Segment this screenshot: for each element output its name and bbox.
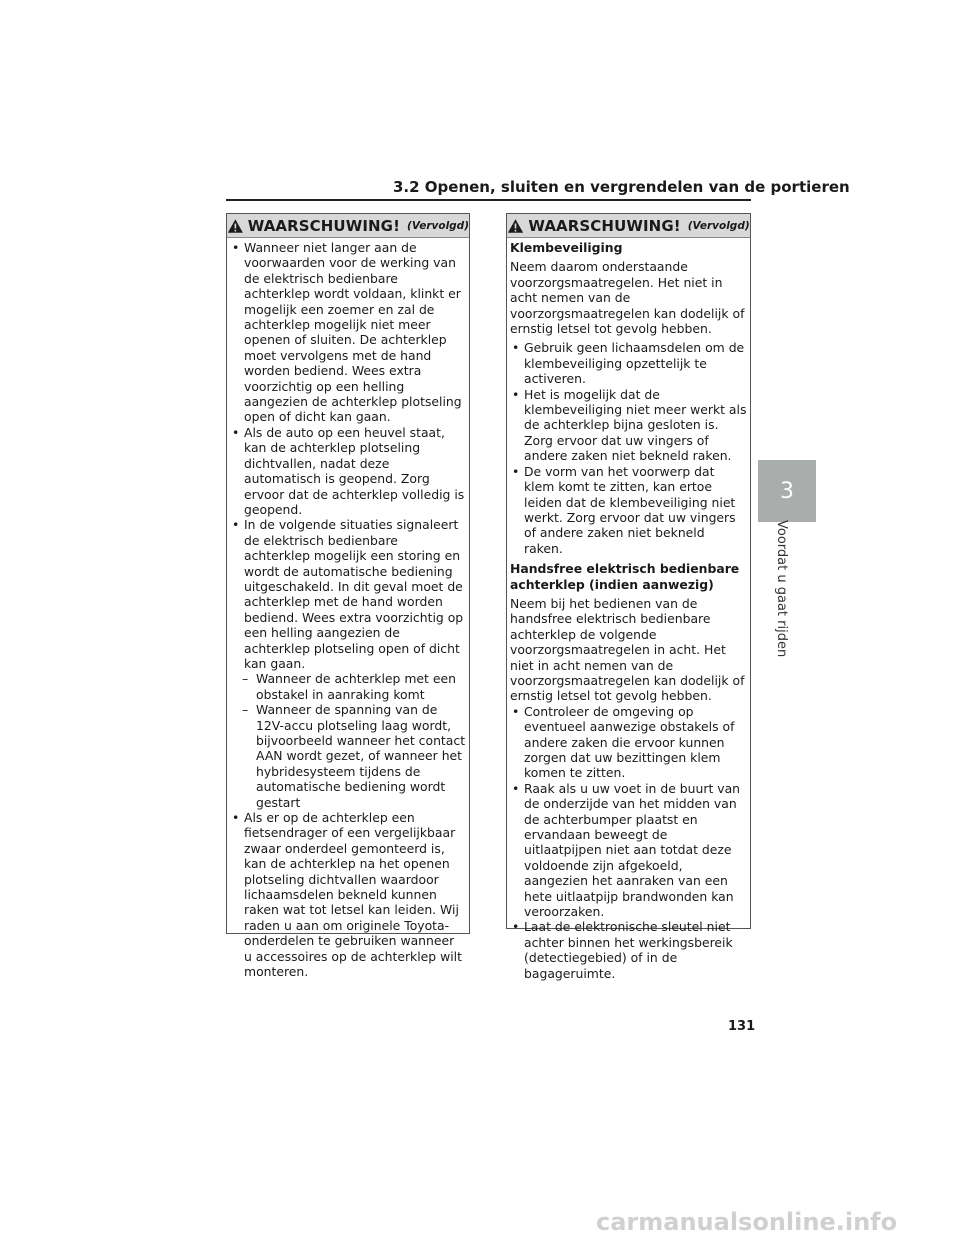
- warning-header: [507, 214, 750, 238]
- warning-title: WAARSCHUWING!: [528, 216, 681, 235]
- list-item: • Wanneer niet langer aan de voorwaarden voor de werking van de elektrisch bedienbare achterklep wordt voldaan, klinkt er mogelijk een zoemer en zal de achterklep mogelijk niet meer openen of sluiten. De achterklep moet vervolgens met de hand worden bediend. Wees extra voorzichtig op een helling aangezien de achterklep plotseling open of dicht kan gaan.: [232, 240, 462, 425]
- list-item: • Als de auto op een heuvel staat, kan de achterklep plotseling dichtvallen, nadat deze automatisch is geopend. Zorg ervoor dat de achterklep volledig is geopend.: [232, 424, 465, 517]
- warning-body: [507, 238, 750, 981]
- list-item: • Controleer de omgeving op eventueel aanwezige obstakels of andere zaken die ervoor kunnen zorgen dat uw bezittingen klem komen te zitten.: [512, 703, 735, 781]
- section-heading: Klembeveiliging: [510, 240, 623, 255]
- list-item: • Laat de elektronische sleutel niet achter binnen het werkingsbereik (detectiegebied) of in de bagageruimte.: [512, 919, 733, 981]
- warning-body: [227, 238, 469, 980]
- warning-header: [227, 214, 469, 238]
- warning-box-right: [506, 213, 751, 981]
- section-intro: Neem bij het bedienen van de handsfree elektrisch bedienbare achterklep de volgende voorzorgsmaatregelen in acht. Het niet in acht nemen van de voorzorgsmaatregelen kan dodelijk of ernstig letsel tot gevolg hebben.: [510, 595, 745, 704]
- list-item: • Raak als u uw voet in de buurt van de onderzijde van het midden van de achterbumper plaatst en ervandaan beweegt de uitlaatpijpen niet aan totdat deze voldoende zijn afgekoeld, aangezien het aanraken van een hete uitlaatpijp brandwonden kan veroorzaken.: [512, 780, 741, 920]
- list-item: • Als er op de achterklep een fietsendrager of een vergelijkbaar zwaar onderdeel gemonteerd is, kan de achterklep na het openen plotseling dichtvallen waardoor lichaamsdelen bekneld kunnen raken wat tot letsel kan leiden. Wij raden u aan om originele Toyota-onderdelen te gebruiken wanneer u accessoires op de achterklep wilt monteren.: [232, 810, 462, 980]
- chapter-tab: [758, 460, 816, 522]
- chapter-label: Voordat u gaat rijden: [774, 520, 789, 658]
- sub-list-item: – Wanneer de achterklep met een obstakel in aanraking komt: [242, 671, 456, 702]
- chapter-number: 3: [780, 478, 794, 504]
- watermark: carmanualsonline.info: [596, 1208, 898, 1236]
- list-item: • Het is mogelijk dat de klembeveiliging niet meer werkt als de achterklep bijna gesloten is. Zorg ervoor dat uw vingers of andere zaken niet bekneld raken.: [512, 386, 747, 464]
- page-number: 131: [728, 1019, 756, 1034]
- sub-list-item: – Wanneer de spanning van de 12V-accu plotseling laag wordt, bijvoorbeeld wanneer het contact AAN wordt gezet, of wanneer het hybridesysteem tijdens de automatische bediening wordt gestart: [242, 702, 466, 810]
- section-intro: Neem daarom onderstaande voorzorgsmaatregelen. Het niet in acht nemen van de voorzorgsmaatregelen kan dodelijk of ernstig letsel tot gevolg hebben.: [510, 259, 745, 337]
- page-header: 3.2 Openen, sluiten en vergrendelen van de portieren: [393, 178, 850, 196]
- section-heading: Handsfree elektrisch bedienbare achterklep (indien aanwezig): [510, 561, 740, 592]
- list-item: • De vorm van het voorwerp dat klem komt te zitten, kan ertoe leiden dat de klembeveiliging niet werkt. Zorg ervoor dat uw vingers of andere zaken niet bekneld raken.: [512, 463, 736, 556]
- warning-continued: (Vervolgd): [687, 219, 750, 232]
- warning-triangle-icon: [507, 218, 524, 234]
- list-item: • Gebruik geen lichaamsdelen om de klembeveiliging opzettelijk te activeren.: [512, 340, 745, 387]
- warning-box-left: [226, 213, 470, 980]
- warning-triangle-icon: [227, 218, 244, 234]
- list-item: • In de volgende situaties signaleert de elektrisch bedienbare achterklep mogelijk een storing en wordt de automatische bediening uitgeschakeld. In dit geval moet de achterklep met de hand worden bediend. Wees extra voorzichtig op een helling aangezien de achterklep plotseling open of dicht kan gaan.: [232, 517, 464, 671]
- warning-title: WAARSCHUWING!: [247, 216, 401, 235]
- warning-continued: (Vervolgd): [407, 219, 469, 232]
- header-divider: [226, 199, 751, 201]
